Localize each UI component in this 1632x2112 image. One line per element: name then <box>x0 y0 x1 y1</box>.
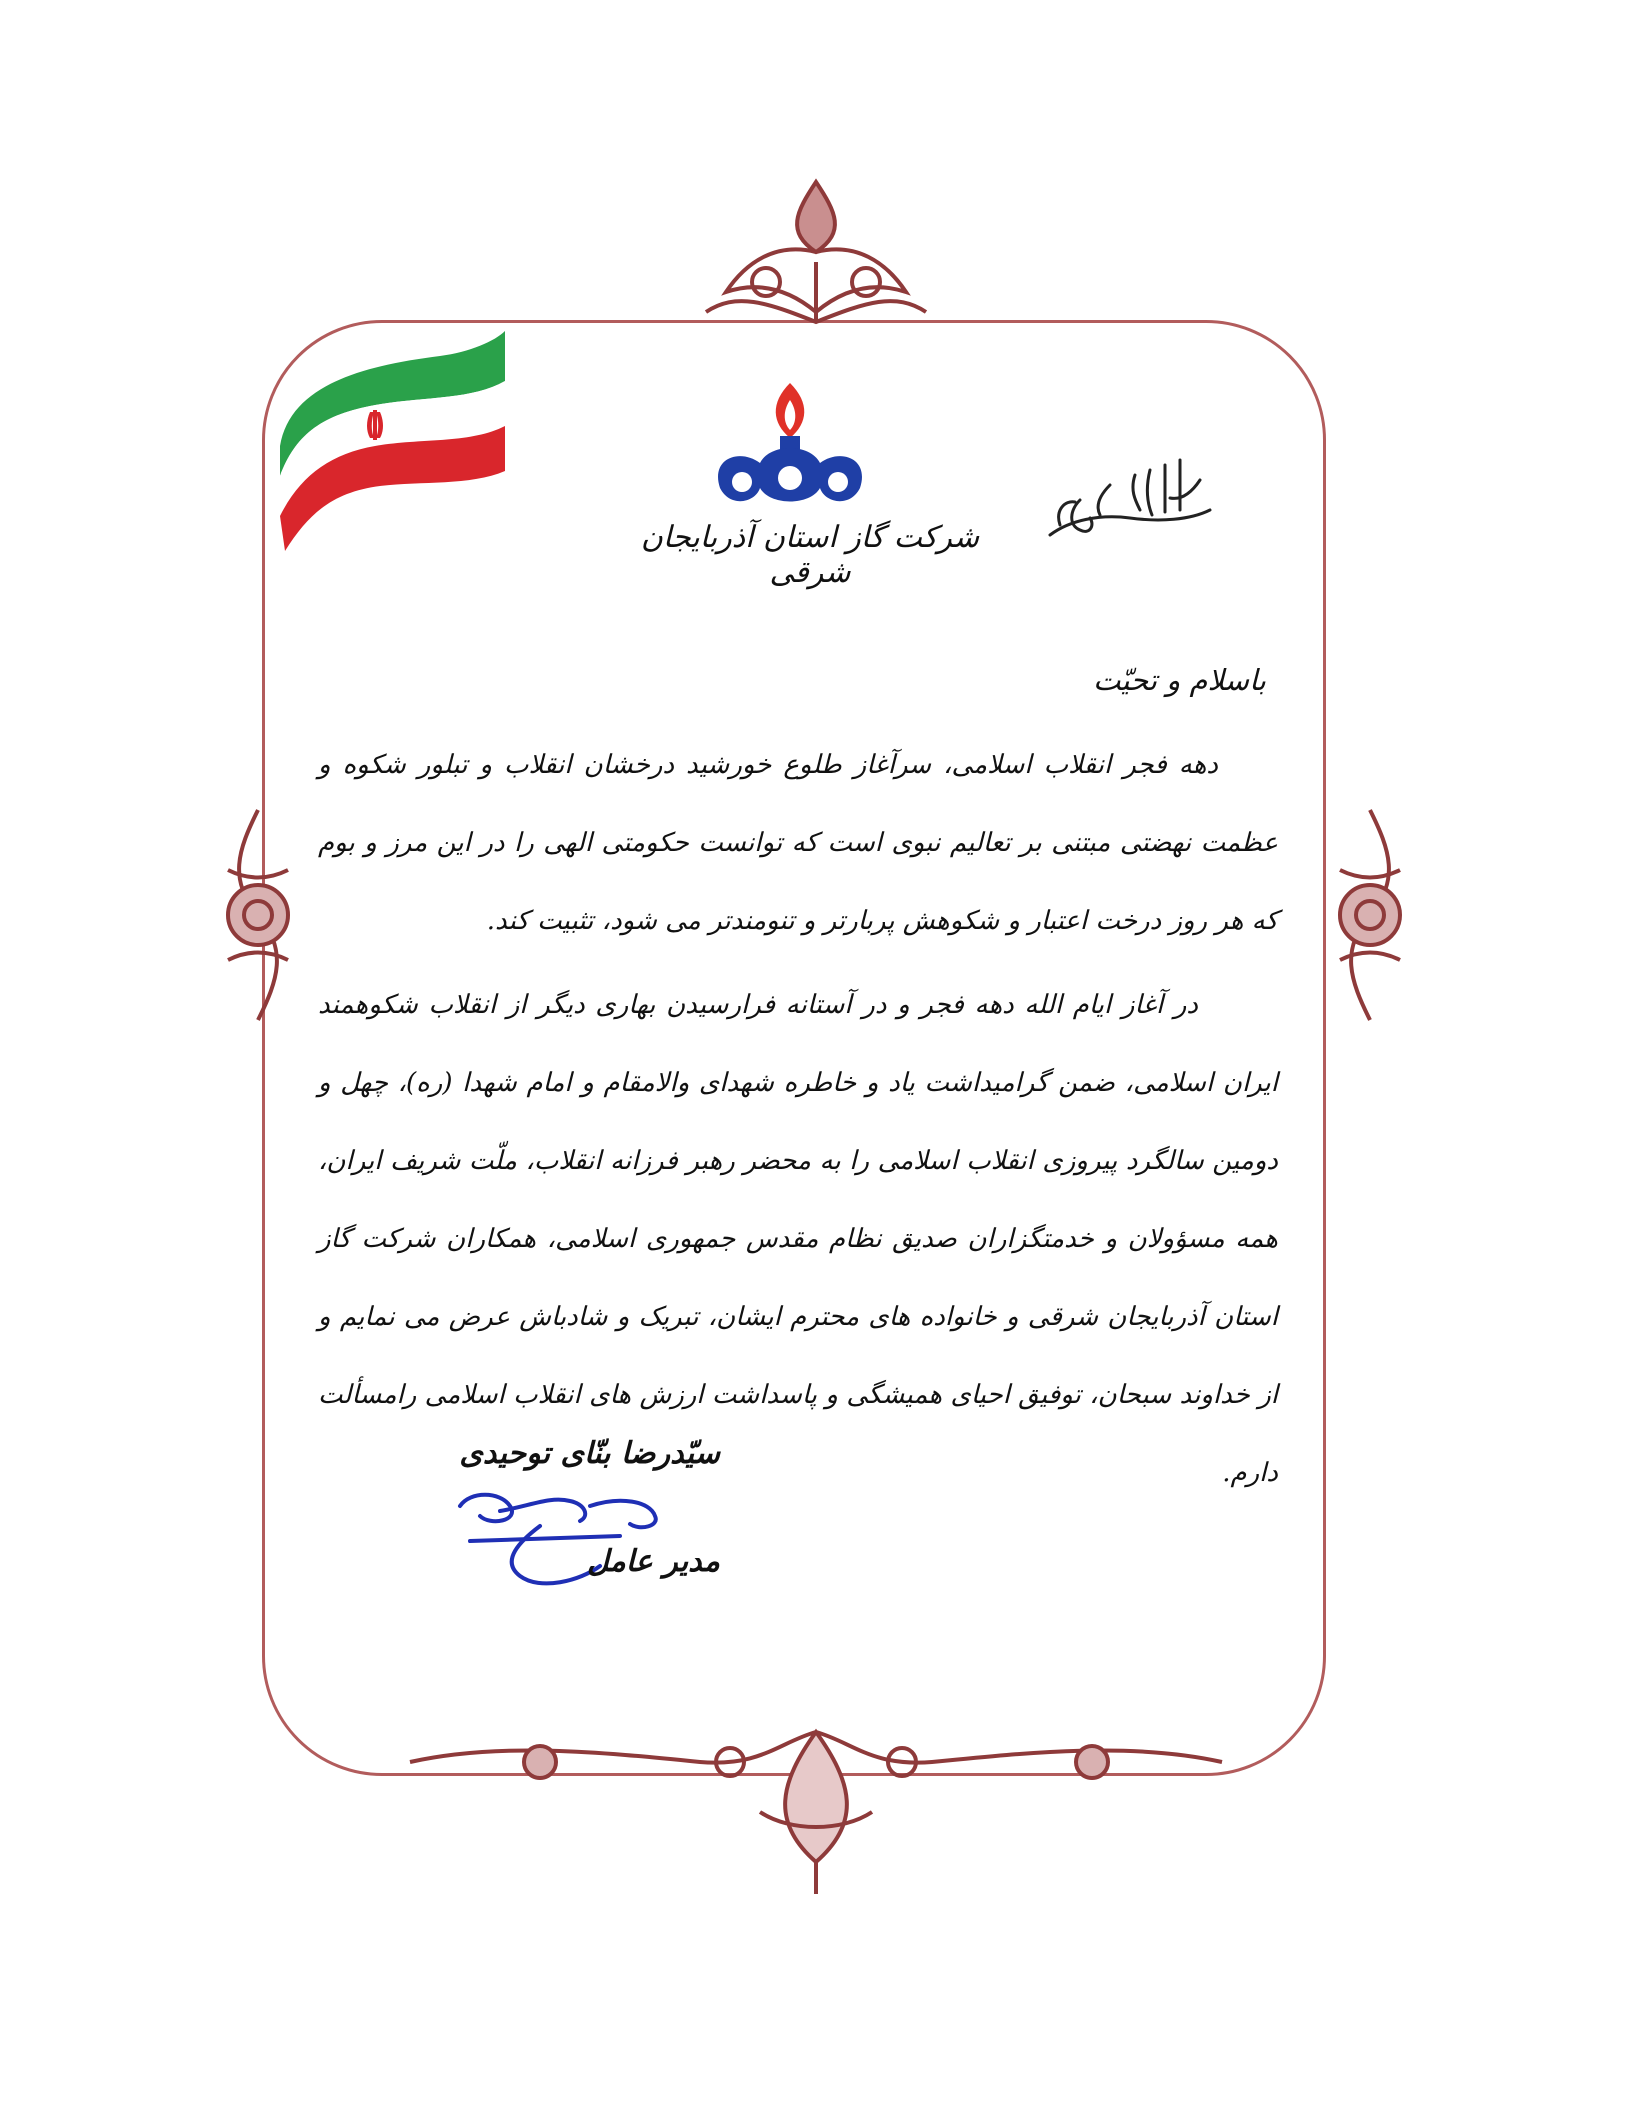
basmala-calligraphy <box>1040 440 1220 550</box>
company-name: شرکت گاز استان آذربایجان شرقی <box>640 520 980 590</box>
paragraph-2: در آغاز ایام الله دهه فجر و در آستانه فرارسیدن بهاری دیگر از انقلاب شکوهمند ایران اسلامی، ضمن گرامیداشت یاد و خاطره شهدای والامقام و امام شهدا (ره)، چهل و دومین سالگرد پیروزی انقلاب اسلامی را به محضر رهبر فرزانه انقلاب، ملّت شریف ایران، همه مسؤولان و خدمتگزاران صدیق نظام مقدس جمهوری اسلامی، همکاران شرکت گاز استان آذربایجان شرقی و خانواده های محترم ایشان، تبریک و شادباش عرض می نمایم و از خداوند سبحان، توفیق احیای همیشگی و پاسداشت ارزش های انقلاب اسلامی رامسألت دارم. <box>318 990 1278 1488</box>
signer-title: مدیر عامل <box>587 1544 720 1579</box>
letter-body <box>318 660 1278 1512</box>
iran-flag-icon <box>270 326 510 556</box>
signature-block <box>440 1436 740 1616</box>
bottom-ornament-icon <box>400 1722 1232 1898</box>
paragraph-1: دهه فجر انقلاب اسلامی، سرآغاز طلوع خورشید درخشان انقلاب و تبلور شکوه و عظمت نهضتی مبتنی بر تعالیم نبوی است که توانست حکومتی الهی را در این مرز و بوم که هر روز درخت اعتبار و شکوهش پربارتر و تنومندتر می شود، تثبیت کند. <box>318 750 1278 936</box>
handwritten-signature <box>440 1466 710 1616</box>
greeting: باسلام و تحیّت <box>1093 663 1266 697</box>
top-ornament-icon <box>666 172 966 332</box>
left-ornament-icon <box>208 800 308 1030</box>
right-ornament-icon <box>1320 800 1420 1030</box>
national-gas-company-logo <box>700 378 880 518</box>
signer-name: سیّدرضا بنّای توحیدی <box>459 1436 720 1471</box>
